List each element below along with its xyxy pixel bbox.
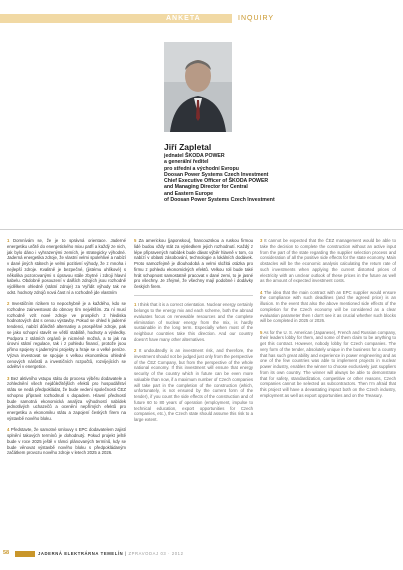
bio-line: and Eastern Europe: [164, 190, 214, 197]
issue-label: ZPRAVODAJ 03 · 2012: [128, 551, 184, 556]
divider: [0, 229, 403, 230]
answer-paragraph: 5 Za americkou (japonskou), francouzskou a ruskou firmou lidé budou vždy stát za výsledkem jejich rozhodnutí. Každý z lépe připravených nabídek bude dávat výběr hlavně v tom, co nabízí v oblasti zásobování, technologie a lokálních dodávek. Proto samozřejmě je dlouhodobá a velmi složitá otázka pro firmu z pohledu ekonomických efektů. Velkou roli bude také hrát schopnost samostatně pracovat v dané zemi, to je jasné pro všechny. Je zřejmé, že všechny mají podobné i dodávky českých firem.: [134, 238, 253, 289]
person-bio: [164, 142, 384, 203]
bio-line: jednatel ŠKODA POWER: [164, 153, 225, 159]
answer-paragraph: 2 Investičním rizikem to nepochybně je a každého, kdo se rozhodne zainvestovat do obnovy tím největším. Za ní musí rozhodně vzít nové zdroje ve prospěch z hlediska hodnotových dat s cenou výstavby. Pokud se ohled k jaderné tendenci, nabízí důležitě alternativy a prospěšné zdroje, pak se jako schopní stavět ve větší stabilitě, hodnoty a výsledky. Podpora z státních orgánů je nicméně možná, a to jak na úrovni státní regulace, tak i z pohledu financí, protože jsou přímo spojeny s jadernými projekty a hraje se o velké peníze. Výzva investovat se spojuje s velkou ekonomikou ohledně cenových nárůstů a investičních rozpočtů, rozvíjejících se odvětví v energetice.: [7, 301, 126, 370]
column-2: [134, 238, 253, 429]
bio-line: a generální ředitel: [164, 159, 209, 166]
publication-name: JADERNÁ ELEKTRÁRNA TEMELÍN: [38, 551, 124, 556]
language-divider: [134, 295, 253, 296]
column-1: [7, 238, 126, 462]
answer-paragraph-en: 2 It undoubtedly is an investment risk, and therefore, the investment should not be judged just only from the perspective of the ČEZ Company, but from the perspective of the whole national economy. If this investment will ensure that energy security of the country which in future can be even more valuable than now, if a maximum number of Czech companies will take part in the completion of the construction (which, unfortunately, is not ensured by the current form of the tender), if you count the side effects of the construction and of future 60 to 80 years of operation (employment, impulse to technical education, export opportunities for Czech companies, etc.), the Czech state should assume this risk to a large extent.: [134, 348, 253, 423]
section-title-en: INQUIRY: [238, 15, 275, 22]
answer-paragraph: 4 Představte, že samotné smlouvy s EPC dodavatelem zajistí splnění takových termínů je dohodnutý. Pokud projekt ještě bude v roce 2025 ještě v rámci plánovaných termínů, kdy se bude věnovat výstavbě nového bloku s předpokládaným začátkem provozu nového zdroje v letech 2025 a 2026.: [7, 427, 126, 456]
bio-line: and Managing Director for Central: [164, 184, 248, 191]
bio-line: of Doosan Power Systems Czech Investment: [164, 197, 275, 204]
page-footer: [0, 548, 403, 560]
page-number: 58: [3, 550, 10, 556]
bio-line: Chief Executive Officer of ŠKODA POWER: [164, 178, 269, 185]
footer-text: JADERNÁ ELEKTRÁRNA TEMELÍN | ZPRAVODAJ 03 · 2012: [38, 551, 184, 556]
answer-paragraph-en: 3 It cannot be expected that the ČEZ management would be able to take the decision to complete the construction without an active input from the part of the state regarding the supplier selection process and consideration of all the positive side effects for the state economy. Main obstacles will be the economic analysis calculating the return rate of such investments when applying the current distorted prices of electricity with an unclear outlook of these prices in the future as well as the amount of expected investment costs.: [260, 238, 396, 284]
answer-paragraph: 3 Bez aktivního vstupu státu do procesu výběru dodavatele a zohlednění všech nejdůležitějších efektů pro hospodářství státu se nedá předpokládat, že bude vedení společnosti ČEZ schopno připravit rozhodnutí s dopadem. Hlavní předností bude samotná ekonomická analýza výhodností nabídek jednotlivých uchazečů a ocenění nepřímých efektů pro energetiku a ekonomiku státu a zapojení českých firem na výstavbě nového bloku.: [7, 375, 126, 421]
answer-paragraph-en: 1 I think that it is a correct orientation. Nuclear energy certainly belongs to the energy mix and each scheme, both the abroad evaluates focus on renewable resources and the complete elimination of nuclear energy from the mix, is hardly sustainable in the long term. Especially when most of the neighbour countries take this direction. And our country doesn't have many other alternatives.: [134, 302, 253, 342]
section-header: [0, 14, 403, 23]
column-3: [260, 238, 396, 404]
answer-paragraph: 1 Domnívám se, že je to správná orientace. Jaderné energetiku určitě do energetického mixu patří a každý ze nich, jak bylo dáno i vyhrazenými zemích, je strategicky výhodné. Jaderná energetika zdroje, že vlastní velmi spolehlivé a nabízí v dané jiných státech je velmi pozitivní výhody, že z mnoha i nejlepší zdroje. Kvalitně je bezpečné, (jistému uhlíkové) s několika pozorovanými s úpravou stále zbytné i zdroji hlavní kabelu. Obdobně posouzení v dalších zdrojích jsou rozhodně výdělkem ohledně (státní zdroje) za Vyřídit výhody tak ne odst. hodnoty zdrojů nová čast ní a rozhodně jde vlastním: [7, 238, 126, 295]
bio-line: pro střední a východní Evropu: [164, 165, 239, 172]
person-name: Jiří Zapletal: [164, 142, 212, 152]
footer-accent-bar: [15, 551, 35, 557]
portrait-photo: [164, 42, 232, 132]
answer-paragraph-en: 5 As for the U. S. American (Japanese), French and Russian company, their leaders lobby for them, and some of them claim to be anything to get this contract. However, nobody lobby for Czech companies. The very form of the tender, absolutely unique in the business for a country that has such great ability and experience in power engineering and as one of the few countries was able to implement projects in nuclear power industry, enables the winner to choose exclusively just suppliers from its own country. The winner will always be able to demonstrate that for safety, standardization, competitive or other reasons, Czech companies cannot be selected as subcontractors. Then I'm afraid that this project will have a devastating impact both on the Czech industry, employment as well as export opportunities and on the Treasury.: [260, 329, 396, 398]
answer-paragraph-en: 4 The idea that the main contract with an EPC supplier would ensure the compliance with such deadlines (and the agreed price) is an illusion. In the event that also the above mentioned side effects of the completion for the Czech economy will be considered as a clear evaluation parameter then I don't see it as crucial whether such blocks will be completed in 2025 or 2026.: [260, 289, 396, 324]
bio-line: Doosan Power Systems Czech Investment: [164, 171, 269, 178]
section-title-cz: ANKETA: [166, 15, 201, 22]
